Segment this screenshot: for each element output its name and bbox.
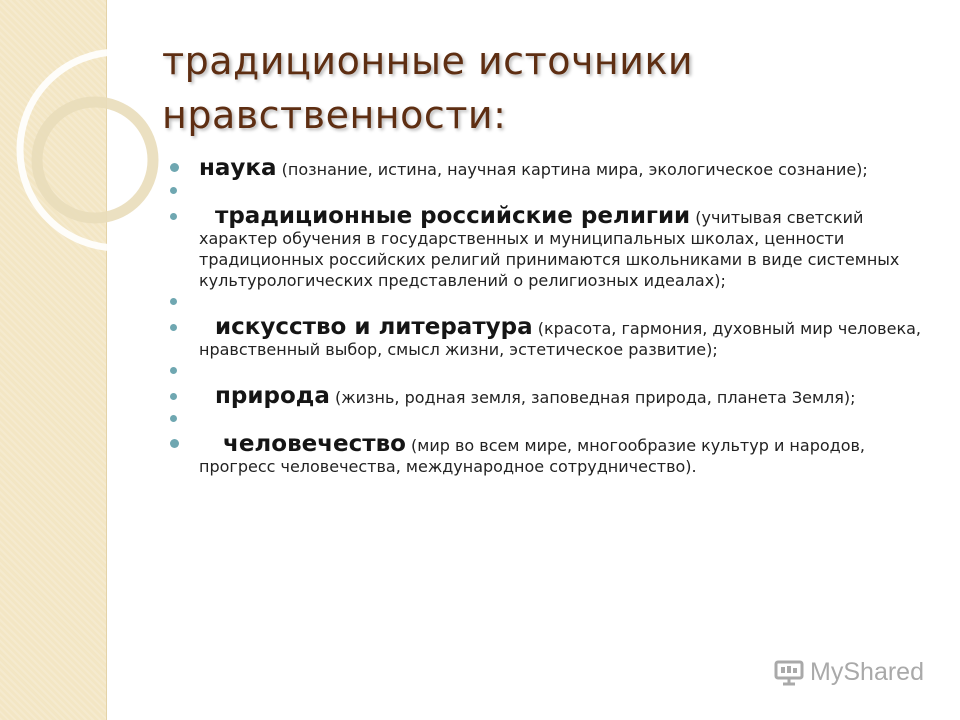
item-term [199, 203, 690, 229]
item-term-text: человечество [223, 431, 406, 457]
bullet-icon [170, 324, 177, 331]
list-item-art-literature [170, 314, 930, 360]
item-description: (познание, истина, научная картина мира, экологическое сознание); [276, 160, 868, 179]
item-term-text: природа [215, 383, 330, 409]
item-term [199, 314, 533, 340]
item-description: (красота, гармония, духовный мир человека, нравственный выбор, смысл жизни, эстетическое развитие); [199, 319, 922, 359]
watermark [774, 658, 924, 687]
slide-title-line-2: нравственности: [162, 93, 507, 137]
sources-list [170, 155, 930, 477]
item-term-text: традиционные российские религии [215, 203, 691, 229]
slide-title-line-1: традиционные источники [162, 39, 694, 83]
bullet-icon [170, 187, 177, 194]
bullet-icon [170, 393, 177, 400]
bullet-icon [170, 415, 177, 422]
bullet-icon [170, 439, 179, 448]
item-description: (жизнь, родная земля, заповедная природа, планета Земля); [329, 388, 856, 407]
presentation-board-icon [774, 660, 804, 686]
item-description: (мир во всем мире, многообразие культур и народов, прогресс человечества, международное сотрудничество). [199, 436, 865, 476]
item-term-text: искусство и литература [215, 314, 533, 340]
slide-title [162, 34, 922, 142]
bullet-icon [170, 367, 177, 374]
bullet-icon [170, 163, 179, 172]
watermark-text: MyShared [810, 658, 924, 686]
list-item-science [170, 155, 930, 181]
bullet-icon [170, 213, 177, 220]
list-item-nature [170, 383, 930, 409]
item-term [199, 383, 330, 409]
list-item-humanity [170, 431, 930, 477]
item-term [199, 431, 406, 457]
decorative-sidebar [0, 0, 107, 720]
item-term: наука [199, 155, 277, 181]
list-item-religions [170, 203, 930, 291]
item-description: (учитывая светский характер обучения в государственных и муниципальных школах, ценности традиционных российских религий принимаются школьниками в виде системных культурологических представлений о религиозных идеалах); [199, 208, 900, 290]
bullet-icon [170, 298, 177, 305]
